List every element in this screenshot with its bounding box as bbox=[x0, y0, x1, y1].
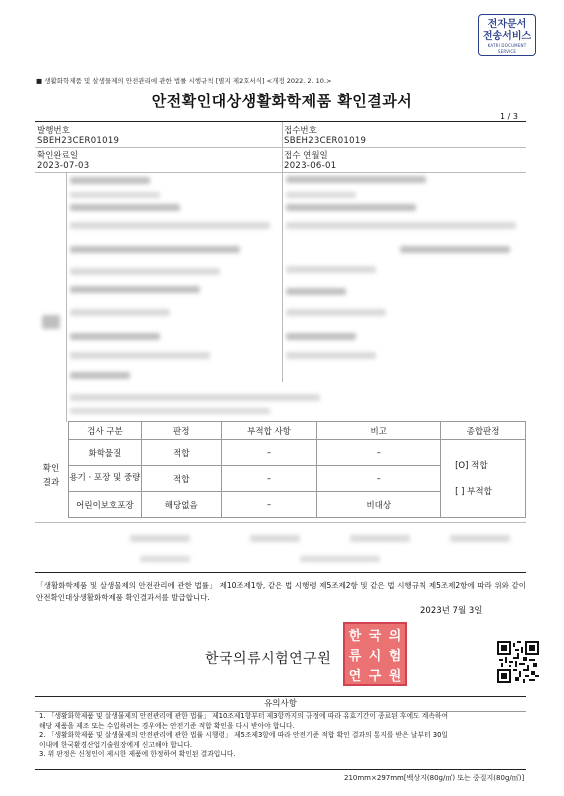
redacted-text bbox=[70, 192, 160, 198]
header-verdict: 판정 bbox=[141, 422, 221, 440]
header-category: 검사 구분 bbox=[69, 422, 142, 440]
page-number: 1 / 3 bbox=[500, 112, 518, 121]
receipt-number-label: 접수번호 bbox=[284, 126, 317, 136]
precaution-line: 2. 「생활화학제품 및 살생물제의 안전관리에 관한 법률 시행령」 제5조제3항에 따라 안전기준 적합 확인 결과의 통지를 받은 날부터 30일 bbox=[39, 731, 448, 739]
divider bbox=[35, 522, 526, 523]
seal-char: 시 bbox=[368, 648, 382, 664]
result-table-header bbox=[69, 422, 526, 440]
redacted-text bbox=[286, 352, 376, 359]
divider bbox=[35, 147, 526, 148]
row-verdict: 해당없음 bbox=[141, 492, 221, 518]
precaution-line: 1. 「생활화학제품 및 살생물제의 안전관리에 관한 법률」 제10조제1항부터 제3항까지의 규정에 따라 유효기간이 종료된 후에도 계속하여 bbox=[39, 712, 449, 720]
issuance-notice: 「생활화학제품 및 살생물제의 안전관리에 관한 법률」 제10조제1항, 같은 법 시행령 제5조제2항 및 같은 법 시행규칙 제5조제2항에 따라 위와 같이 안전확인대상생활화학제품 확인결과서를 발급합니다. bbox=[36, 581, 526, 602]
row-category: 용기 · 포장 및 중량 bbox=[69, 466, 142, 492]
legal-basis: ■ 생활화학제품 및 살생물제의 안전관리에 관한 법률 시행규칙 [별지 제2호서식] <개정 2022. 2. 10.> bbox=[36, 77, 332, 85]
precaution-line: 3. 위 판정은 신청인이 제시한 제품에 한정하여 확인된 결과입니다. bbox=[39, 750, 236, 758]
side-label-line-2: 결과 bbox=[42, 478, 60, 488]
precaution-line: 이내에 한국환경산업기술원장에게 신고해야 합니다. bbox=[39, 740, 193, 749]
redacted-text bbox=[42, 315, 60, 329]
receipt-number-value: SBEH23CER01019 bbox=[284, 136, 367, 146]
seal-char: 국 bbox=[368, 628, 382, 644]
receipt-date-label: 접수 연월일 bbox=[284, 151, 328, 161]
precautions-box bbox=[35, 696, 526, 770]
qr-code-icon[interactable] bbox=[497, 641, 539, 683]
redacted-text bbox=[70, 372, 130, 379]
redacted-text bbox=[70, 309, 170, 316]
final-pass-option: [O] 적합 bbox=[455, 460, 488, 471]
receipt-date-value: 2023-06-01 bbox=[284, 161, 337, 171]
seal-char: 류 bbox=[348, 648, 362, 664]
e-document-service-stamp bbox=[478, 14, 536, 56]
row-category: 화학물질 bbox=[69, 440, 142, 466]
table-row bbox=[69, 440, 526, 466]
header-remark: 비고 bbox=[317, 422, 441, 440]
redacted-text bbox=[286, 192, 356, 198]
issue-number-value: SBEH23CER01019 bbox=[37, 136, 120, 146]
redacted-text bbox=[70, 222, 270, 229]
confirm-date-label: 확인완료일 bbox=[37, 151, 79, 161]
seal-char: 원 bbox=[388, 668, 402, 684]
redacted-text bbox=[70, 177, 150, 184]
redacted-text bbox=[286, 266, 376, 273]
seal-char: 구 bbox=[368, 668, 382, 684]
redacted-text bbox=[130, 535, 190, 542]
seal-char: 의 bbox=[388, 628, 402, 644]
divider bbox=[282, 172, 283, 382]
header-final: 종합판정 bbox=[441, 422, 526, 440]
seal-char: 연 bbox=[348, 668, 362, 684]
redacted-text bbox=[70, 286, 200, 293]
issuer-name: 한국의류시험연구원 bbox=[205, 651, 332, 667]
redacted-text bbox=[286, 288, 346, 295]
redacted-text bbox=[286, 176, 426, 183]
seal-char: 험 bbox=[388, 648, 402, 664]
issue-date: 2023년 7월 3일 bbox=[420, 606, 483, 616]
row-nonconformity: – bbox=[221, 466, 317, 492]
divider bbox=[35, 172, 526, 173]
row-nonconformity: – bbox=[221, 492, 317, 518]
redacted-text bbox=[70, 333, 160, 340]
redacted-text bbox=[70, 204, 180, 211]
redacted-text bbox=[70, 246, 240, 253]
paper-spec: 210mm×297mm[백상지(80g/㎡) 또는 중질지(80g/㎡)] bbox=[344, 774, 525, 782]
row-verdict: 적합 bbox=[141, 466, 221, 492]
precautions-title: 유의사항 bbox=[35, 697, 526, 712]
row-verdict: 적합 bbox=[141, 440, 221, 466]
header-nonconformity: 부적합 사항 bbox=[221, 422, 317, 440]
document-title: 안전확인대상생활화학제품 확인결과서 bbox=[151, 92, 413, 110]
redacted-text bbox=[250, 535, 300, 542]
redacted-text bbox=[70, 268, 220, 275]
redacted-text bbox=[140, 556, 190, 562]
side-label-line-1: 확인 bbox=[42, 464, 60, 474]
stamp-line-1: 전자문서 bbox=[487, 19, 527, 30]
redacted-text bbox=[350, 535, 410, 542]
result-table bbox=[68, 421, 526, 518]
official-seal bbox=[343, 622, 407, 686]
seal-char: 한 bbox=[348, 628, 362, 644]
result-side-label bbox=[38, 462, 64, 490]
redacted-text bbox=[450, 535, 510, 542]
redacted-text bbox=[286, 309, 386, 316]
redacted-text bbox=[70, 408, 270, 414]
redacted-text bbox=[70, 394, 320, 401]
redacted-text bbox=[286, 222, 516, 229]
row-category: 어린이보호포장 bbox=[69, 492, 142, 518]
redacted-text bbox=[286, 333, 356, 340]
row-nonconformity: – bbox=[221, 440, 317, 466]
redacted-text bbox=[300, 556, 380, 562]
redacted-text bbox=[400, 246, 510, 253]
row-remark: – bbox=[317, 466, 441, 492]
stamp-line-3: KATRI DOCUMENT SERVICE bbox=[487, 43, 527, 54]
final-fail-option: [ ] 부적합 bbox=[455, 486, 492, 497]
redacted-text bbox=[70, 352, 210, 359]
redacted-text bbox=[286, 204, 416, 211]
stamp-line-2: 전송서비스 bbox=[482, 31, 532, 42]
issue-number-label: 발행번호 bbox=[37, 126, 70, 136]
precaution-line: 해당 제품을 제조 또는 수입하려는 경우에는 안전기준 적합 확인을 다시 받아야 합니다. bbox=[39, 721, 295, 730]
confirm-date-value: 2023-07-03 bbox=[37, 161, 90, 171]
row-remark: 비대상 bbox=[317, 492, 441, 518]
final-verdict-cell bbox=[441, 440, 526, 518]
divider bbox=[66, 172, 67, 422]
row-remark: – bbox=[317, 440, 441, 466]
